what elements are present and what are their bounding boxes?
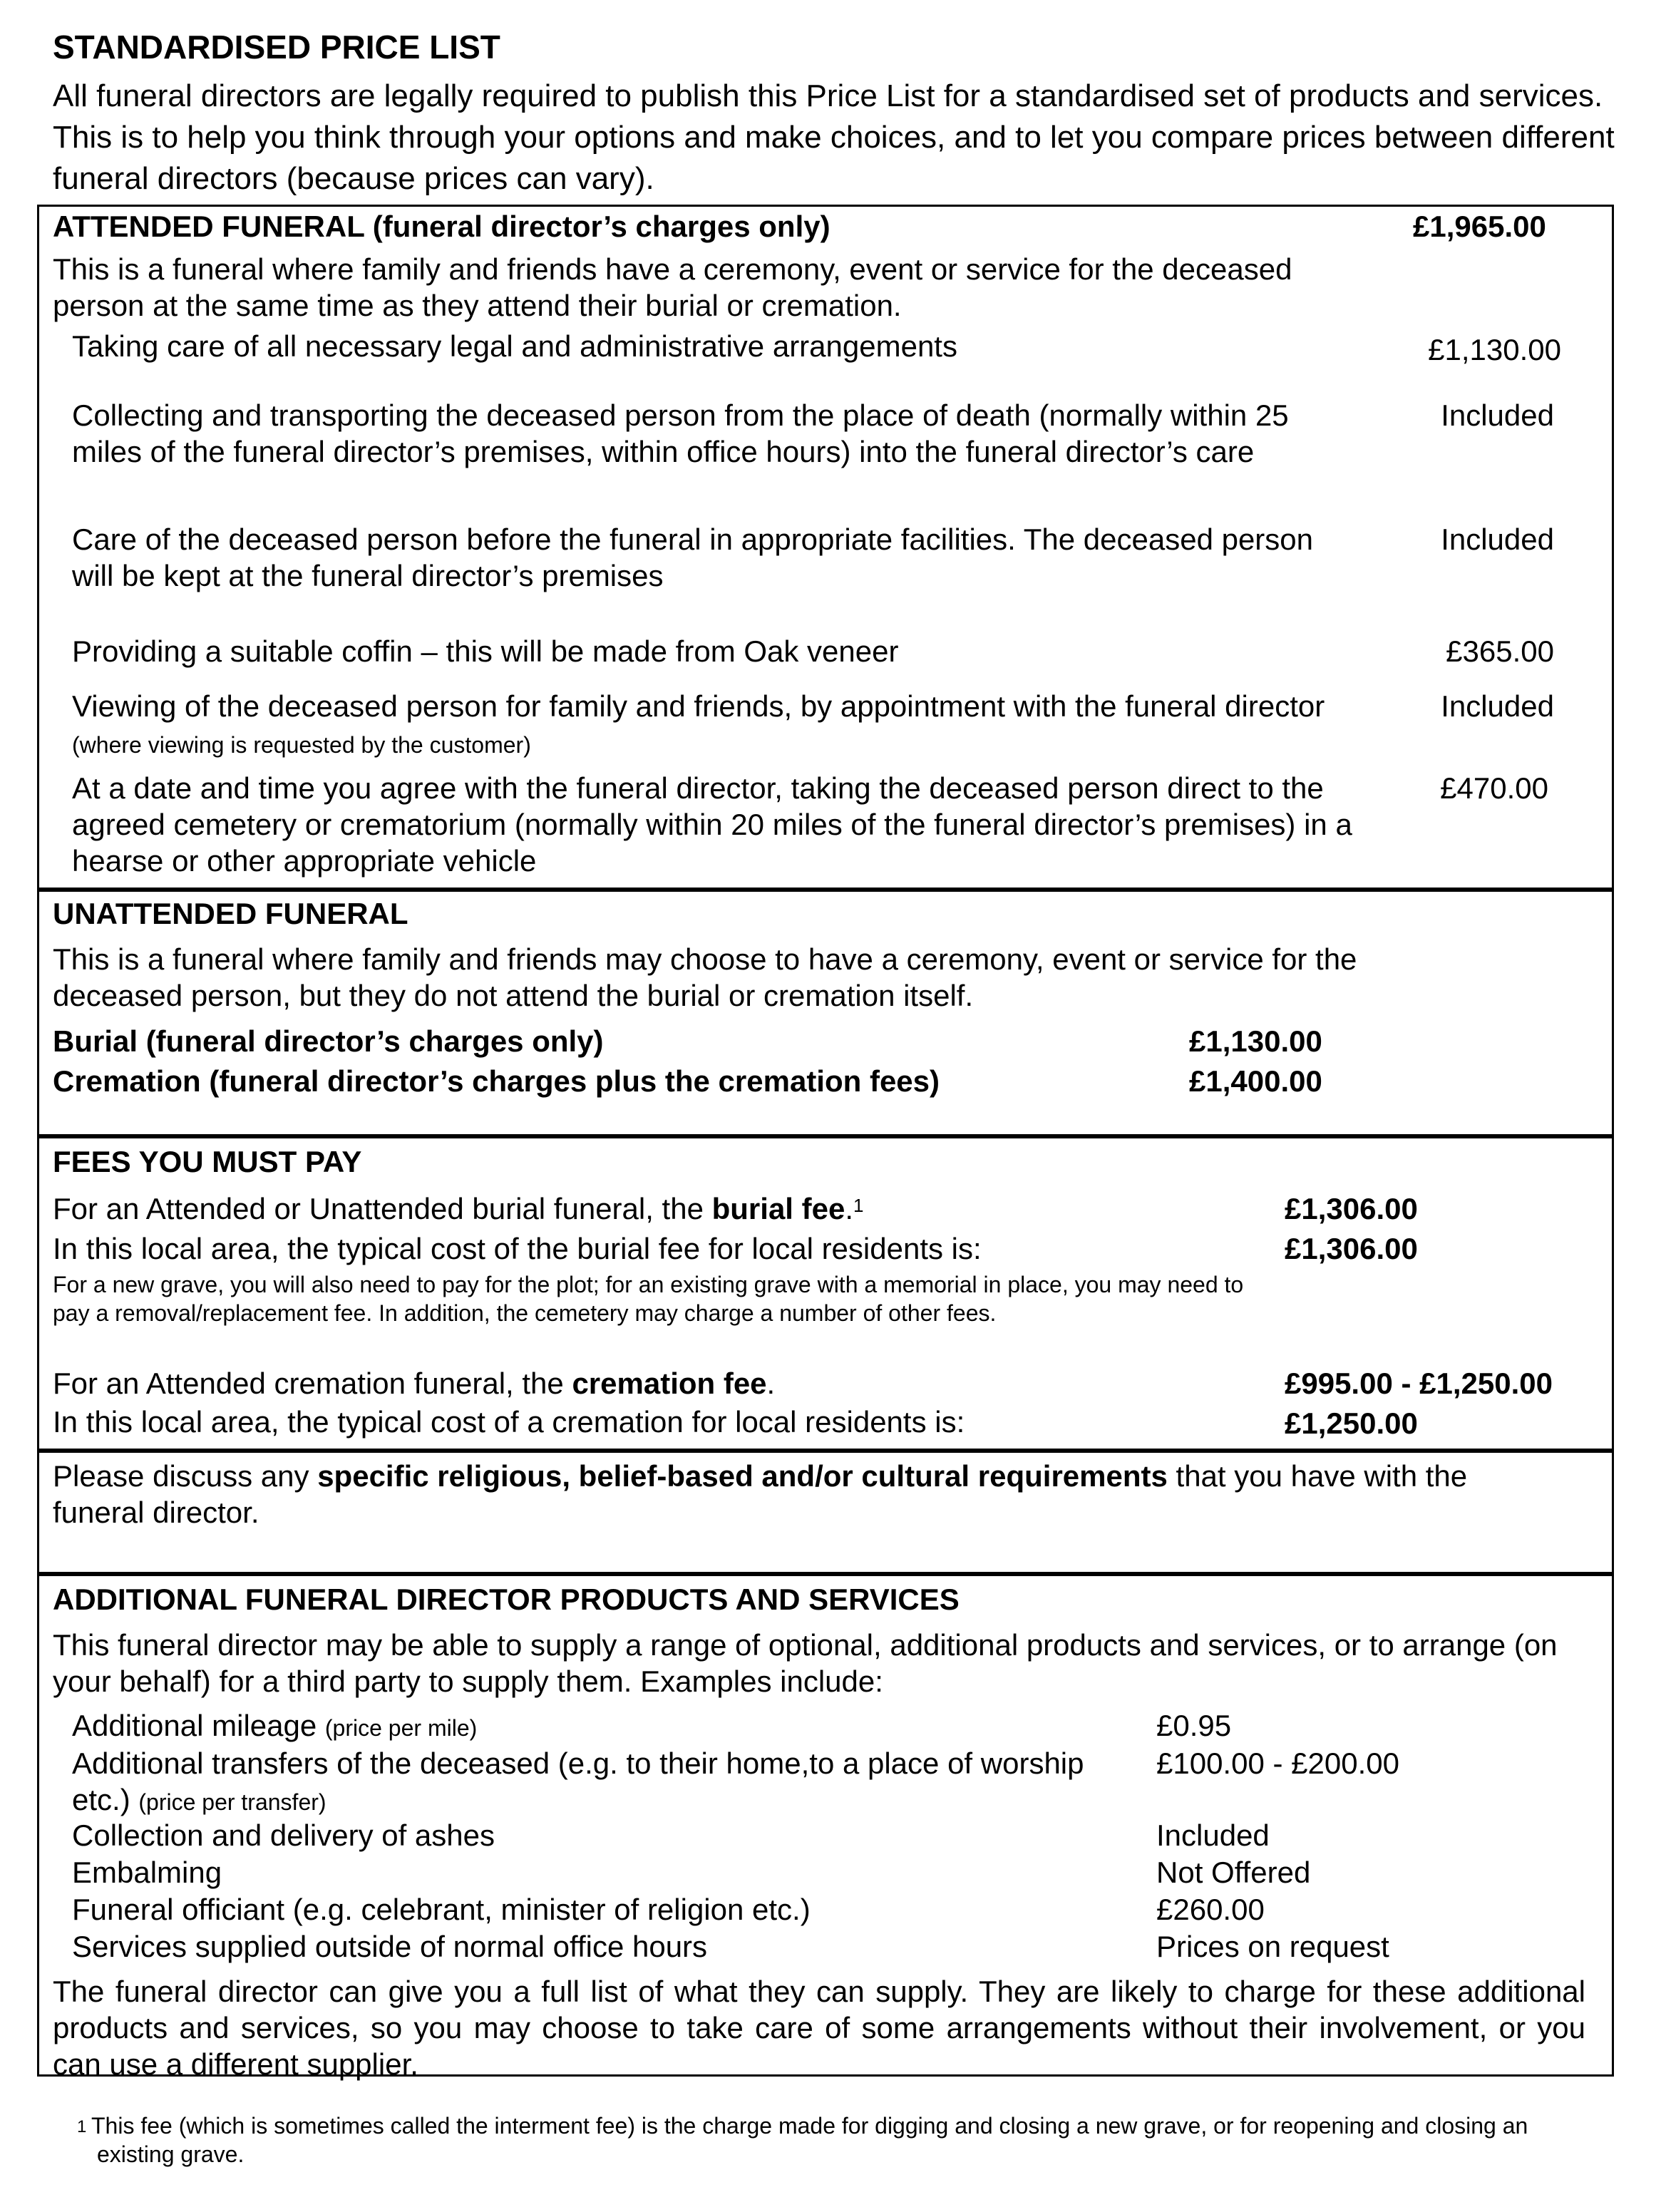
attended-heading: ATTENDED FUNERAL (funeral director’s charges only): [53, 210, 830, 243]
page-title: STANDARDISED PRICE LIST: [53, 29, 500, 66]
section-divider: [37, 1134, 1614, 1138]
intro-paragraph: All funeral directors are legally required to publish this Price List for a standardised set of products and services. This is to help you think through your options and make choices, and to let you compare prices between different funeral directors (because prices can vary).: [53, 78, 1615, 196]
burial-fee-bold: burial fee: [711, 1192, 845, 1225]
additional-item-price: £100.00 - £200.00: [1156, 1747, 1399, 1780]
additional-description: This funeral director may be able to supply a range of optional, additional products and services, or to arrange (on your behalf) for a third party to supply them. Examples include:: [53, 1628, 1558, 1698]
unattended-cremation-price: £1,400.00: [1189, 1064, 1322, 1098]
additional-item-note: (price per transfer): [138, 1789, 326, 1815]
attended-item-text: Taking care of all necessary legal and administrative arrangements: [72, 329, 957, 363]
cremation-local-label: In this local area, the typical cost of a cremation for local residents is:: [53, 1405, 965, 1439]
unattended-heading: UNATTENDED FUNERAL: [53, 897, 408, 930]
attended-item-note: (where viewing is requested by the customer): [72, 732, 531, 758]
additional-item-text: Additional transfers of the deceased (e.g. to their home,to a place of worship etc.): [72, 1747, 1084, 1816]
cremation-fee-line: [53, 1365, 775, 1401]
additional-item: [72, 1707, 1141, 1747]
religious-requirements-note: [53, 1458, 1550, 1531]
attended-item-text: Providing a suitable coffin – this will be made from Oak veneer: [72, 634, 899, 668]
attended-item-text: Collecting and transporting the deceased person from the place of death (normally within 25 miles of the funeral director’s premises, within office hours) into the funeral director’s care: [72, 398, 1289, 468]
attended-total-price: £1,965.00: [1413, 210, 1546, 243]
religious-suffix: that you have with the funeral director.: [53, 1459, 1468, 1529]
additional-item-price: £260.00: [1156, 1893, 1265, 1926]
attended-item-text: At a date and time you agree with the funeral director, taking the deceased person direct to the agreed cemetery or crematorium (normally within 20 miles of the funeral director’s premises) in a hearse or other appropriate vehicle: [72, 771, 1352, 878]
footnote-mark: 1: [77, 2117, 87, 2136]
additional-item-price: £0.95: [1156, 1709, 1232, 1742]
religious-bold: specific religious, belief-based and/or cultural requirements: [317, 1459, 1168, 1493]
additional-item-price: Not Offered: [1156, 1856, 1311, 1889]
burial-local-price: £1,306.00: [1285, 1232, 1418, 1265]
attended-item-price: Included: [1441, 689, 1554, 723]
additional-item: [72, 1745, 1099, 1821]
cremation-fee-prefix: For an Attended cremation funeral, the: [53, 1367, 572, 1400]
cremation-fee-suffix: .: [766, 1367, 776, 1400]
cremation-local-price: £1,250.00: [1285, 1406, 1418, 1440]
cremation-fee-price: £995.00 - £1,250.00: [1285, 1367, 1553, 1400]
burial-note: For a new grave, you will also need to pay for the plot; for an existing grave with a memorial in place, you may need to pay a removal/replacement fee. In addition, the cemetery may charge a number of other fees.: [53, 1272, 1244, 1326]
burial-fee-price: £1,306.00: [1285, 1192, 1418, 1225]
attended-item-price: Included: [1441, 523, 1554, 556]
burial-fee-line: [53, 1190, 864, 1227]
unattended-burial-label: Burial (funeral director’s charges only): [53, 1024, 604, 1058]
burial-local-label: In this local area, the typical cost of the burial fee for local residents is:: [53, 1232, 982, 1265]
burial-fee-suffix: .: [845, 1192, 854, 1225]
unattended-burial-price: £1,130.00: [1189, 1024, 1322, 1058]
attended-item-price: Included: [1441, 398, 1554, 432]
fees-heading: FEES YOU MUST PAY: [53, 1145, 362, 1178]
additional-item-text: Collection and delivery of ashes: [72, 1819, 495, 1852]
attended-description: This is a funeral where family and friends have a ceremony, event or service for the deceased person at the same time as they attend their burial or cremation.: [53, 252, 1292, 322]
section-divider: [37, 888, 1614, 892]
additional-item-price: Included: [1156, 1819, 1270, 1852]
attended-item-text: Care of the deceased person before the funeral in appropriate facilities. The deceased person will be kept at the funeral director’s premises: [72, 523, 1314, 592]
section-divider: [37, 1572, 1614, 1576]
unattended-description: This is a funeral where family and friends may choose to have a ceremony, event or service for the deceased person, but they do not attend the burial or cremation itself.: [53, 942, 1357, 1012]
attended-item-price: £1,130.00: [1428, 333, 1561, 366]
additional-closing: The funeral director can give you a full list of what they can supply. They are likely to charge for these additional products and services, so you may choose to take care of some arrangements without their involvement, or you can use a different supplier.: [53, 1975, 1585, 2081]
additional-item-note: (price per mile): [324, 1715, 478, 1741]
attended-item-text: Viewing of the deceased person for family and friends, by appointment with the funeral director: [72, 689, 1325, 723]
attended-item-viewing: [72, 688, 1355, 763]
cremation-fee-bold: cremation fee: [572, 1367, 767, 1400]
footnote-mark: 1: [853, 1195, 864, 1216]
attended-item-price: £365.00: [1446, 634, 1554, 668]
attended-item-price: £470.00: [1440, 771, 1548, 805]
additional-item-text: Services supplied outside of normal office hours: [72, 1930, 708, 1963]
additional-heading: ADDITIONAL FUNERAL DIRECTOR PRODUCTS AND SERVICES: [53, 1583, 960, 1616]
additional-item-text: Funeral officiant (e.g. celebrant, minister of religion etc.): [72, 1893, 811, 1926]
section-divider: [37, 1449, 1614, 1453]
additional-item-text: Embalming: [72, 1856, 222, 1889]
footnote: [77, 2111, 1581, 2169]
religious-prefix: Please discuss any: [53, 1459, 318, 1493]
additional-item-text: Additional mileage: [72, 1709, 317, 1742]
unattended-cremation-label: Cremation (funeral director’s charges plus the cremation fees): [53, 1064, 940, 1098]
burial-fee-prefix: For an Attended or Unattended burial funeral, the: [53, 1192, 712, 1225]
footnote-text: This fee (which is sometimes called the interment fee) is the charge made for digging and closing a new grave, or for reopening and closing an existing grave.: [91, 2113, 1528, 2167]
additional-item-price: Prices on request: [1156, 1930, 1389, 1963]
